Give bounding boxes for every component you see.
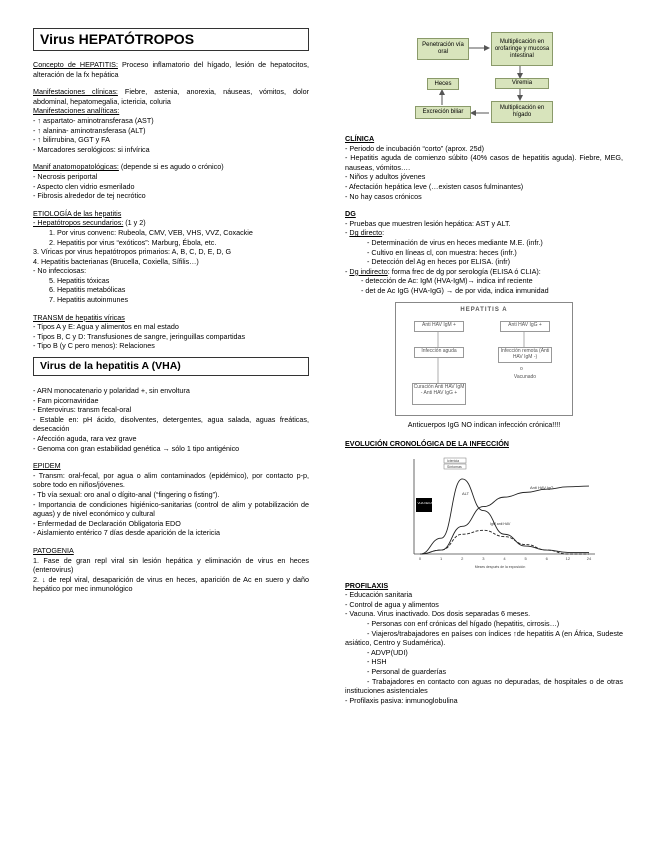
list-item: - Necrosis periportal: [33, 171, 98, 181]
list-item: 3. Víricas por virus hepatótropos primarios: A, B, C, D, E, D, G: [33, 247, 232, 257]
list-item: - det de Ac IgG (HVA-IgG) → de por vida, indica inmunidad: [361, 285, 549, 295]
list-item: - Aspecto clen vidrio esmerilado: [33, 181, 135, 191]
epidem-label: EPIDEM: [33, 461, 61, 471]
list-item: - Control de agua y alimentos: [345, 599, 439, 609]
list-item: - No hay casos crónicos: [345, 191, 422, 201]
list-item: - Vacuna. Virus inactivado. Dos dosis separadas 6 meses.: [345, 609, 531, 619]
series-label-igg: Anti HAV IgG: [530, 484, 554, 490]
list-item: - Fibrosis alrededor de tej necrótico: [33, 191, 146, 201]
list-item: - Niños y adultos jóvenes: [345, 172, 426, 182]
list-item: - Enfermedad de Declaración Obligatoria EDO: [33, 518, 181, 528]
list-item: - Marcadores serológicos: si infvírica: [33, 144, 150, 154]
x-tick-label: 1: [440, 555, 443, 561]
x-tick-label: 4: [503, 555, 506, 561]
legend-sintomas: Síntomas: [447, 464, 462, 469]
list-item: - Importancia de condiciones higiénico-sanitarias (control de alim y potabilización de aguas) y de nivel económico y cultural: [33, 499, 309, 519]
series-line-alt: [417, 479, 589, 554]
x-tick-label: 5: [524, 555, 527, 561]
x-tick-label: 12: [565, 555, 571, 561]
flow-box-heces: Heces: [427, 78, 459, 90]
transm-label: TRANSM de hepatitis víricas: [33, 312, 125, 322]
list-item: - Detección del Ag en heces por ELISA. (infr): [367, 257, 511, 267]
flow-arrows: [345, 28, 623, 133]
concepto-text: Proceso inflamatorio del hígado, lesión de hepatocitos, alteración de la fx hepática: [33, 60, 309, 79]
right-column: [345, 28, 623, 705]
list-item: - Aislamiento entérico 7 días desde aparición de la ictericia: [33, 528, 220, 538]
evolution-chart: [400, 453, 600, 573]
etiologia-secundarios: - Hepatótropos secundarios:: [33, 218, 124, 228]
list-item: - Transm: oral-fecal, por agua o alim contaminados (epidémico), por contacto p-p, sobre todo en niños/jóvenes.: [33, 470, 309, 490]
concepto-paragraph: [33, 60, 309, 79]
profilaxis-label: PROFILAXIS: [345, 580, 389, 590]
x-tick-label: 24: [586, 555, 592, 561]
hep-box-igm: Anti HAV IgM +: [414, 321, 464, 332]
list-item: - Viajeros/trabajadores en países con índices ↑de hepatitis A (en África, Sudeste asiático, Centro y Sudamérica).: [345, 628, 623, 648]
evolucion-label: EVOLUCIÓN CRONOLÓGICA DE LA INFECCIÓN: [345, 439, 509, 449]
list-item: - Periodo de incubación “corto” (aprox. 25d): [345, 143, 485, 153]
list-item: 4. Hepatitis bacterianas (Brucella, Coxiella, Sífilis…): [33, 256, 199, 266]
list-item: - Genoma con gran estabilidad genética → sólo 1 tipo antigénico: [33, 443, 240, 453]
list-item: 5. Hepatitis tóxicas: [49, 275, 110, 285]
list-item: - Determinación de virus en heces mediante M.E. (infr.): [367, 237, 543, 247]
list-item: - ↑ bilirrubina, GGT y FA: [33, 135, 110, 145]
list-item: - Educación sanitaria: [345, 590, 413, 600]
manif-anat-heading: [33, 162, 309, 172]
flow-box-excrecion-biliar: Excreción biliar: [415, 106, 471, 119]
x-axis-label: Meses después de la exposición: [474, 564, 526, 569]
list-item: - Estable en: pH ácido, disolventes, detergentes, agua salada, aguas freáticas, desecación: [33, 414, 309, 434]
manif-anat-text: (depende si es agudo o crónico): [118, 162, 224, 172]
legend-ictericia: Ictericia: [447, 458, 460, 463]
list-item: - detección de Ac: IgM (HVA-IgM)→ indica inf reciente: [361, 276, 533, 286]
list-item: - HSH: [367, 657, 387, 667]
hep-box-curacion: Curación Anti HAV IgM - Anti HAV IgG +: [412, 383, 466, 405]
series-line-anti-hav-igg: [417, 486, 589, 554]
hep-vacunado: Vacunado: [513, 373, 537, 380]
list-item: - ↑ alanina- aminotransferasa (ALT): [33, 125, 146, 135]
list-item: 2. Hepatitis por virus “exóticos”: Marburg, Ébola, etc.: [49, 237, 217, 247]
list-item: - Pruebas que muestren lesión hepática: AST y ALT.: [345, 218, 511, 228]
vha-fecal-label: VHA FECAL: [417, 500, 435, 505]
dg-indirecto-line: - Dg indirecto: forma frec de dg por serología (ELISA ó CLIA):: [345, 266, 541, 276]
dg-directo-suffix: :: [382, 228, 385, 238]
x-tick-label: 6: [545, 555, 548, 561]
manif-anat-label: Manif anatomopatológicas:: [33, 162, 119, 172]
list-item: - Personal de guarderías: [367, 667, 447, 677]
list-item: - Afectación hepática leve (…existen casos fulminantes): [345, 181, 524, 191]
list-item: - ↑ aspartato- aminotransferasa (AST): [33, 115, 154, 125]
list-item: - ADVP(UDI): [367, 647, 408, 657]
manif-clin-text: Fiebre, astenia, anorexia, náuseas, vómitos, dolor abdominal, hepatomegalia, ictericia, coluria: [33, 87, 309, 106]
dg-indirecto-label: Dg indirecto: [349, 266, 388, 276]
x-tick-label: 3: [482, 555, 485, 561]
list-item: - Enterovirus: transm fecal-oral: [33, 405, 132, 415]
list-item: - Cultivo en líneas cl, con muestra: heces (infr.): [367, 247, 517, 257]
list-item: - Personas con enf crónicas del hígado (hepatitis, cirrosis…): [367, 619, 560, 629]
evolution-chart-svg: [400, 453, 600, 573]
hepatitis-a-diagram: [395, 302, 573, 416]
pathogenesis-flow-diagram: [345, 28, 623, 133]
manif-anal-label: Manifestaciones analíticas:: [33, 106, 120, 116]
manif-clin-paragraph: [33, 87, 309, 106]
list-item: 2. ↓ de repl viral, desaparición de virus en heces, aparición de Ac en suero y daño hepático por mec inmunológico: [33, 574, 309, 594]
hep-or: o: [520, 365, 523, 372]
etiologia-secundarios-note: (1 y 2): [123, 218, 146, 228]
flow-box-multiplicacion-orofaringe: Multiplicación en orofaringe y mucosa intestinal: [491, 32, 553, 66]
hepatitis-a-diagram-title: HEPATITIS A: [460, 306, 508, 313]
list-item: - Hepatitis aguda de comienzo súbito (40% casos de hepatitis aguda). Fiebre, MEG, nauseas, vómitos….: [345, 153, 623, 172]
concepto-label: Concepto de HEPATITIS:: [33, 60, 118, 69]
list-item: - Tb vía sexual: oro anal o dígito-anal (“fingering o fisting”).: [33, 489, 220, 499]
etiologia-label: ETIOLOGÍA de las hepatitis: [33, 208, 122, 218]
flow-box-penetracion: Penetración vía oral: [417, 38, 469, 60]
page-title: Virus HEPATÓTROPOS: [33, 28, 309, 51]
list-item: 6. Hepatitis metabólicas: [49, 285, 126, 295]
manif-clin-label: Manifestaciones clínicas:: [33, 87, 118, 97]
dg-directo-prefix: -: [345, 228, 350, 238]
list-item: - Tipos A y E: Agua y alimentos en mal estado: [33, 322, 179, 332]
etiologia-line: [33, 218, 309, 228]
dg-indirecto-text: : forma frec de dg por serología (ELISA ó CLIA):: [387, 266, 541, 276]
list-item: - Tipo B (y C pero menos): Relaciones: [33, 341, 155, 351]
series-lines: [417, 479, 589, 554]
list-item: - Trabajadores en contacto con aguas no depuradas, de hospitales o de otras instituciones asistenciales: [345, 676, 623, 696]
x-tick-label: 0: [418, 555, 422, 561]
left-column: [33, 28, 309, 594]
series-label-igm: IgM anti HAV: [490, 521, 511, 526]
flow-box-viremia: Viremia: [495, 78, 549, 89]
clinica-label: CLÍNICA: [345, 134, 375, 143]
list-item: - Profilaxis pasiva: inmunoglobulina: [345, 695, 458, 705]
vha-title: Virus de la hepatitis A (VHA): [33, 357, 309, 376]
dg-directo-label: Dg directo: [349, 228, 383, 238]
list-item: - Afección aguda, rara vez grave: [33, 434, 137, 443]
flow-box-multiplicacion-higado: Multiplicación en hígado: [491, 101, 553, 123]
x-ticks: [419, 556, 592, 561]
list-item: 1. Fase de gran repl viral sin lesión hepática y eliminación de virus en heces (enterovirus): [33, 555, 309, 575]
hep-box-igg: Anti HAV IgG +: [500, 321, 550, 332]
x-tick-label: 2: [461, 555, 464, 561]
patogenia-label: PATOGENIA: [33, 545, 74, 555]
dg-directo-line: [345, 228, 623, 238]
list-item: 1. Por virus convenc: Rubeola, CMV, VEB, VHS, VVZ, Coxackie: [49, 227, 253, 237]
list-item: - No infecciosas:: [33, 266, 87, 276]
hep-box-infeccion-remota: Infección remota (Anti HAV IgM -): [498, 347, 552, 363]
hep-caption: Anticuerpos IgG NO indican infección crónica!!!!: [407, 419, 561, 429]
list-item: 7. Hepatitis autoinmunes: [49, 295, 129, 305]
hep-box-infeccion-aguda: Infección aguda: [414, 347, 464, 358]
list-item: - Fam picornaviridae: [33, 395, 99, 405]
list-item: - ARN monocatenario y polaridad +, sin envoltura: [33, 386, 190, 396]
dg-label: DG: [345, 209, 356, 219]
list-item: - Tipos B, C y D: Transfusiones de sangre, jeringuillas compartidas: [33, 331, 246, 341]
series-label-alt: ALT: [462, 490, 470, 496]
